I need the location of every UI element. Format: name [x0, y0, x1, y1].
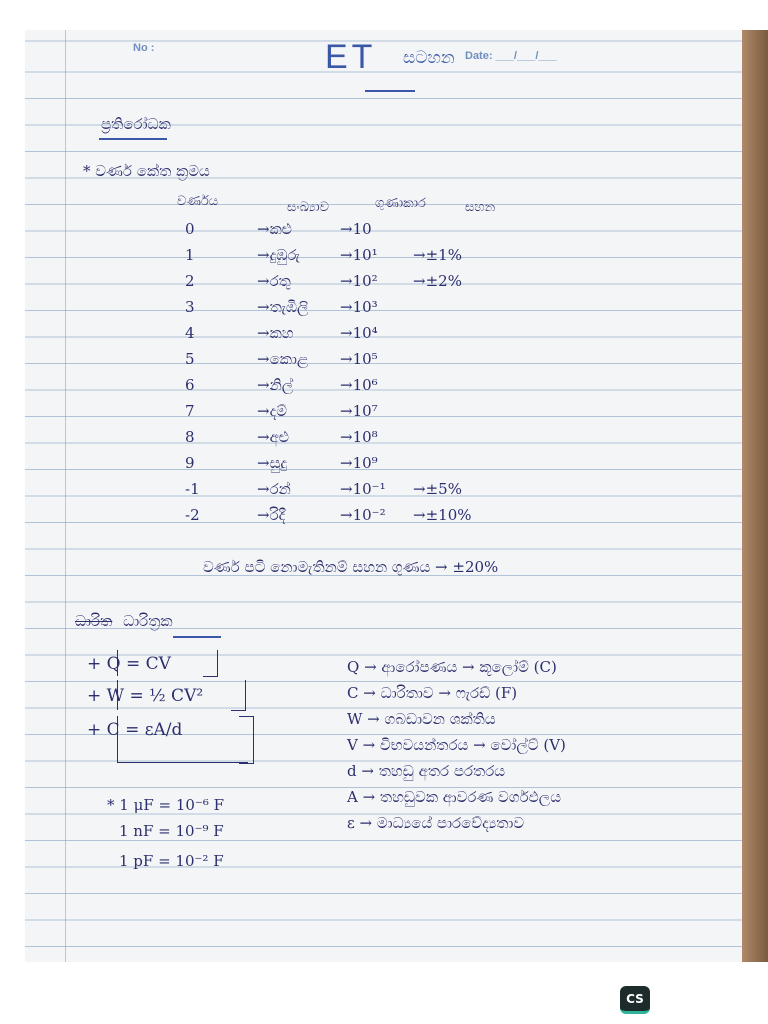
title-underline [365, 90, 415, 92]
unit-micro: * 1 μF = 10⁻⁶ F [107, 796, 225, 814]
row-number: 3 [185, 298, 195, 316]
row-multiplier: → 10⁸ [340, 428, 378, 446]
formula-capacitance: + C = εA/d [87, 720, 183, 740]
color-row [25, 402, 742, 428]
row-tolerance: → ±1% [413, 246, 462, 264]
bracket-right-3 [239, 716, 254, 764]
row-color: → රතු [257, 272, 291, 290]
section2-underline [173, 636, 221, 638]
row-number: 4 [185, 324, 195, 342]
row-multiplier: → 10⁵ [340, 350, 378, 368]
row-number: 5 [185, 350, 195, 368]
legend-item: d → තහඩු අතර පරතරය [347, 762, 506, 780]
row-multiplier: → 10⁷ [340, 402, 378, 420]
row-number: 6 [185, 376, 195, 394]
row-multiplier: → 10⁴ [340, 324, 378, 342]
row-number: 8 [185, 428, 195, 446]
legend-item: ε → මාධ්‍යයේ පාරවේද්‍යතාව [347, 814, 525, 832]
row-color: → රිදී [257, 506, 286, 524]
row-color: → කහ [257, 324, 294, 342]
row-number: -1 [185, 480, 200, 498]
color-row [25, 506, 742, 532]
color-row [25, 350, 742, 376]
color-row [25, 272, 742, 298]
color-code-table [25, 220, 742, 540]
row-color: → දුඹුරු [257, 246, 300, 264]
color-row [25, 480, 742, 506]
symbol-legend [337, 658, 737, 848]
row-color: → සුදු [257, 454, 288, 472]
camscanner-logo: CS [620, 986, 650, 1014]
legend-item: Q → ආරෝපණය → කූලෝම් (C) [347, 658, 557, 676]
row-multiplier: → 10⁹ [340, 454, 378, 472]
legend-item: C → ධාරිතාව → ෆැරඩ් (F) [347, 684, 518, 702]
unit-pico: 1 pF = 10⁻² F [119, 852, 224, 870]
page-title: ET [325, 38, 377, 76]
row-color: → දම් [257, 402, 288, 420]
legend-item: W → ගබඩාවන ශක්තිය [347, 710, 496, 728]
row-multiplier: → 10⁻² [340, 506, 386, 524]
row-tolerance: → ±2% [413, 272, 462, 290]
color-row [25, 454, 742, 480]
section1-subheading: * වර්ණ කේත ක්‍රමය [83, 162, 210, 180]
legend-item: A → තහඩුවක ආවරණ වර්ගඵලය [347, 788, 562, 806]
color-row [25, 428, 742, 454]
row-multiplier: → 10 [340, 220, 372, 238]
row-color: → කළු [257, 220, 292, 238]
col-header-color: වර්ණය [177, 194, 219, 209]
row-multiplier: → 10⁻¹ [340, 480, 386, 498]
row-multiplier: → 10² [340, 272, 378, 290]
formula-energy: + W = ½ CV² [87, 686, 204, 706]
row-color: → නිල් [257, 376, 294, 394]
row-color: → තැඹිලි [257, 298, 309, 316]
section1-underline [99, 138, 167, 140]
page-title-sinhala: සටහන [403, 48, 455, 68]
bracket-right-1 [203, 650, 218, 677]
col-header-multiplier: ගුණාකාර [375, 196, 426, 211]
legend-item: V → විභවයන්තරය → වෝල්ට් (V) [347, 736, 566, 754]
row-multiplier: → 10³ [340, 298, 378, 316]
col-header-tolerance: සහන [465, 200, 496, 215]
section2-heading: ධාරිත්‍රක [123, 612, 173, 630]
unit-nano: 1 nF = 10⁻⁹ F [119, 822, 224, 840]
row-number: 0 [185, 220, 195, 238]
color-row [25, 298, 742, 324]
date-label: Date: ___/___/___ [465, 50, 557, 62]
section1-note: වර්ණ පටි නොමැතිනම් සහන ගුණය → ±20% [203, 558, 499, 576]
background-wood [742, 30, 768, 962]
row-color: → කොළ [257, 350, 309, 368]
color-row [25, 324, 742, 350]
row-tolerance: → ±10% [413, 506, 472, 524]
row-number: -2 [185, 506, 200, 524]
bracket-right-2 [231, 680, 246, 711]
row-number: 2 [185, 272, 195, 290]
row-number: 7 [185, 402, 195, 420]
row-tolerance: → ±5% [413, 480, 462, 498]
section2-heading-struck: ධාරිත [75, 612, 113, 630]
formula-charge: + Q = CV [87, 654, 171, 674]
row-color: → රන් [257, 480, 291, 498]
color-row [25, 220, 742, 246]
no-label: No : [133, 42, 155, 54]
row-number: 1 [185, 246, 195, 264]
color-row [25, 376, 742, 402]
col-header-number: සංඛ්‍යාව [287, 200, 330, 215]
row-multiplier: → 10¹ [340, 246, 378, 264]
row-number: 9 [185, 454, 195, 472]
row-multiplier: → 10⁶ [340, 376, 378, 394]
row-color: → අළු [257, 428, 289, 446]
color-row [25, 246, 742, 272]
section1-heading: ප්‍රතිරෝධක [101, 115, 171, 133]
notebook-page [25, 30, 742, 962]
